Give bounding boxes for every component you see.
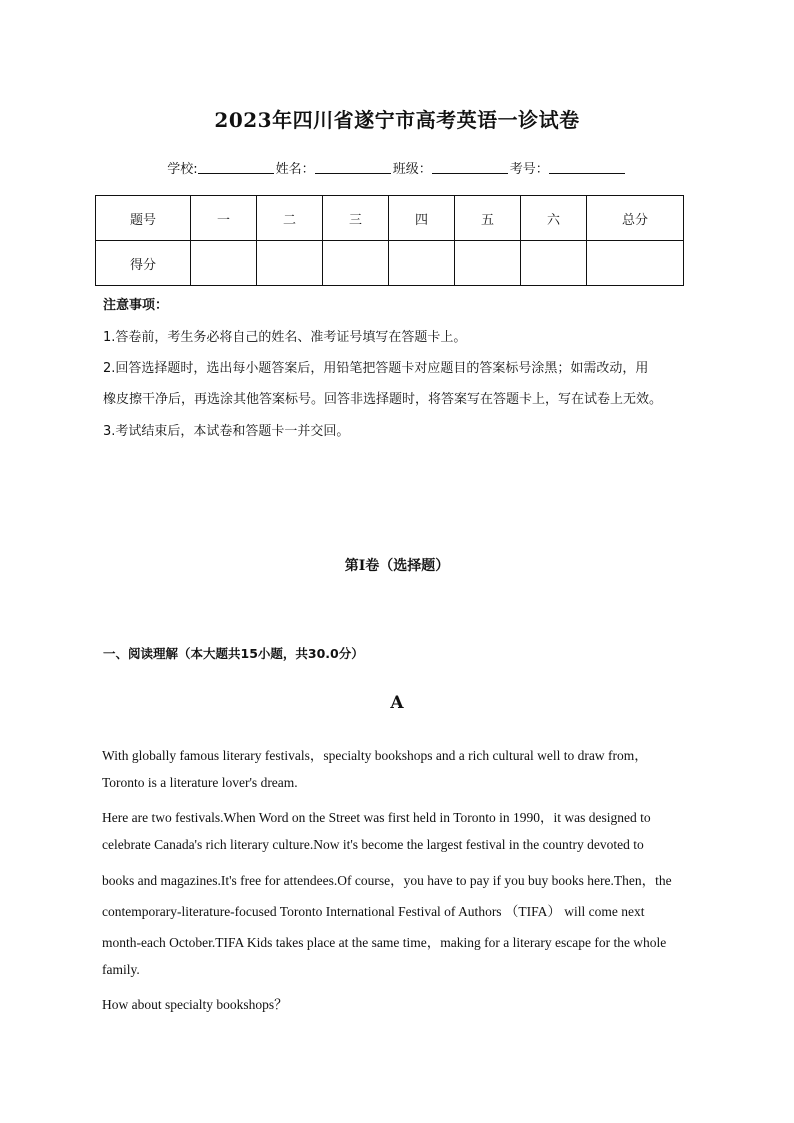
score-cell-6[interactable] (521, 241, 587, 286)
part-title: 第I卷（选择题） (344, 558, 450, 574)
number-blank[interactable] (549, 161, 625, 174)
exam-title: 2023年四川省遂宁市高考英语一诊试卷 (214, 108, 580, 132)
score-table (95, 195, 684, 286)
score-cell-total[interactable] (587, 241, 684, 286)
passage-line: How about specialty bookshops？ (102, 997, 288, 1012)
passage-line: books and magazines.It's free for attendees.Of course，you have to pay if you buy books here.Then，the (102, 873, 672, 888)
school-label: 学校: (167, 162, 198, 177)
school-blank[interactable] (198, 161, 274, 174)
name-blank[interactable] (315, 161, 391, 174)
passage-line: contemporary-literature-focused Toronto International Festival of Authors （TIFA） will come next (102, 904, 645, 919)
score-cell-3[interactable] (323, 241, 389, 286)
score-cell-1[interactable] (191, 241, 257, 286)
header-cell-2: 二 (257, 196, 323, 241)
passage-line: month-each October.TIFA Kids takes place at the same time，making for a literary escape for the whole (102, 935, 667, 950)
score-table-header-row (96, 196, 684, 241)
section-heading: 一、阅读理解（本大题共15小题，共30.0分） (103, 646, 364, 661)
score-cell-5[interactable] (455, 241, 521, 286)
notice-item: 2.回答选择题时，选出每小题答案后，用铅笔把答题卡对应题目的答案标号涂黑；如需改动，用 (103, 361, 649, 376)
class-blank[interactable] (432, 161, 508, 174)
notice-item: 1.答卷前，考生务必将自己的姓名、准考证号填写在答题卡上。 (103, 330, 467, 345)
score-table-score-row (96, 241, 684, 286)
header-cell-total: 总分 (587, 196, 684, 241)
notice-item: 3.考试结束后，本试卷和答题卡一并交回。 (103, 424, 350, 439)
number-label: 考号： (509, 162, 549, 177)
passage-line: With globally famous literary festivals，specialty bookshops and a rich cultural well to draw from， (102, 748, 648, 763)
header-cell-5: 五 (455, 196, 521, 241)
name-label: 姓名： (275, 162, 315, 177)
notice-item: 橡皮擦干净后，再选涂其他答案标号。回答非选择题时，将答案写在答题卡上，写在试卷上无效。 (103, 392, 663, 407)
score-cell-4[interactable] (389, 241, 455, 286)
passage-line: Toronto is a literature lover's dream. (102, 775, 298, 790)
header-cell-3: 三 (323, 196, 389, 241)
passage-line: celebrate Canada's rich literary culture.Now it's become the largest festival in the country devoted to (102, 837, 644, 852)
header-cell-1: 一 (191, 196, 257, 241)
passage-letter: A (390, 693, 404, 713)
header-cell-6: 六 (521, 196, 587, 241)
class-label: 班级： (392, 162, 432, 177)
student-info-line (0, 158, 794, 177)
score-row-label: 得分 (96, 241, 191, 286)
notice-heading: 注意事项： (103, 298, 169, 313)
score-cell-2[interactable] (257, 241, 323, 286)
header-cell-question: 题号 (96, 196, 191, 241)
passage-line: family. (102, 962, 140, 977)
passage-line: Here are two festivals.When Word on the Street was first held in Toronto in 1990，it was designed to (102, 810, 651, 825)
header-cell-4: 四 (389, 196, 455, 241)
